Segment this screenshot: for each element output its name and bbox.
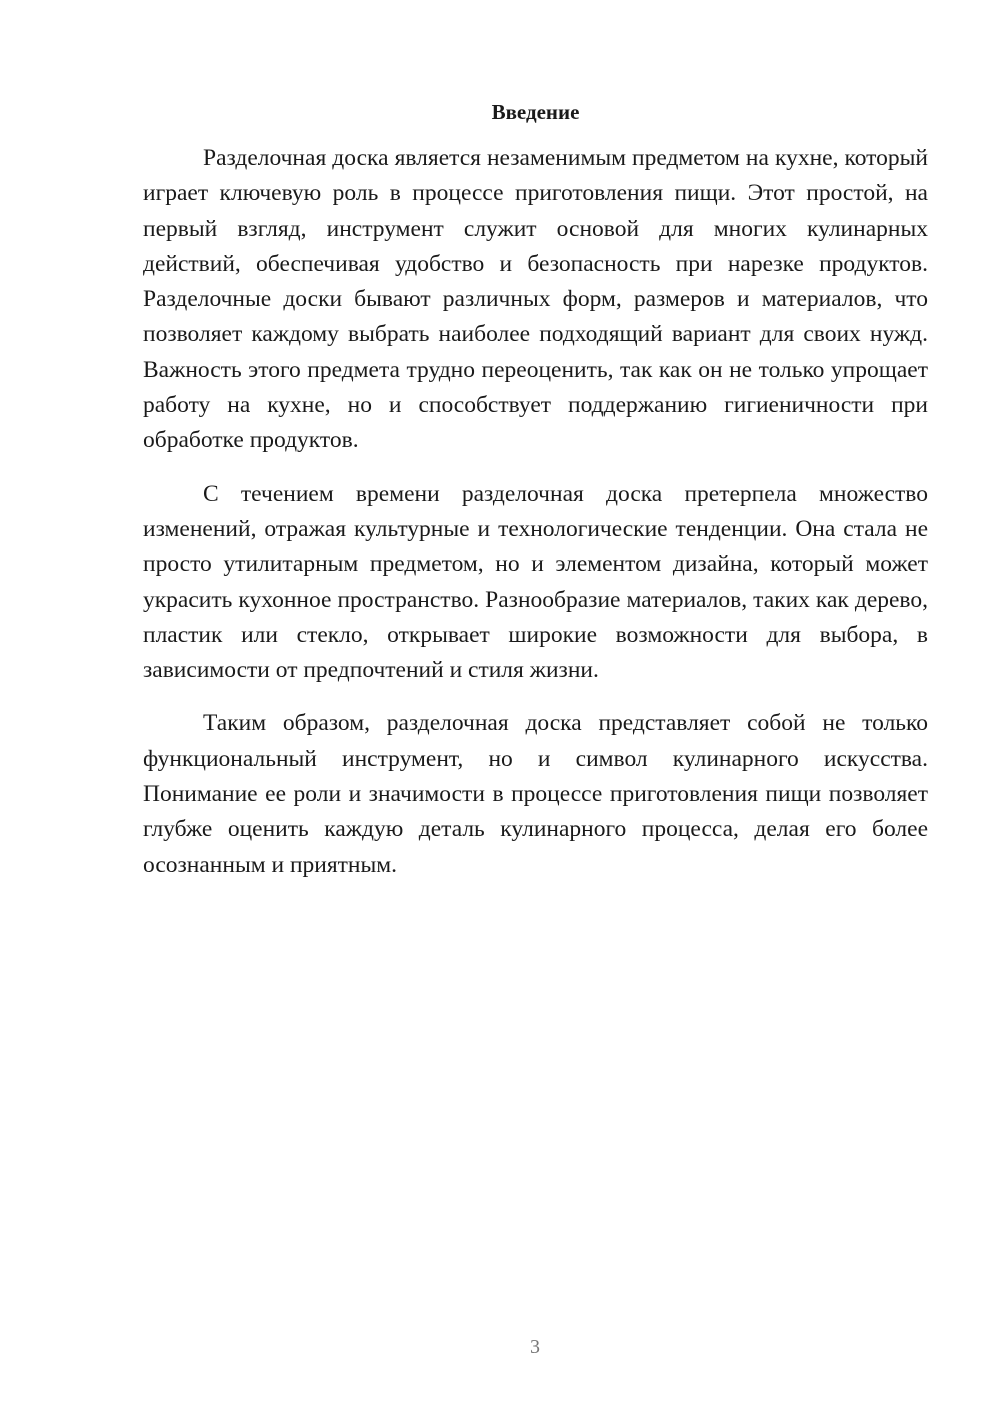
paragraph-1: Разделочная доска является незаменимым предметом на кухне, который играет ключевую роль в процессе приготовления пищи. Этот простой, на первый взгляд, инструмент служит основой для многих кулинарных действий, обеспечивая удобство и безопасность при нарезке продуктов. Разделочные доски бывают различных форм, размеров и материалов, что позволяет каждому выбрать наиболее подходящий вариант для своих нужд. Важность этого предмета трудно переоценить, так как он не только упрощает работу на кухне, но и способствует поддержанию гигиеничности при обработке продуктов. [143,145,928,454]
document-body [143,141,928,901]
paragraph-2: С течением времени разделочная доска претерпела множество изменений, отражая культурные и технологические тенденции. Она стала не просто утилитарным предметом, но и элементом дизайна, который может украсить кухонное пространство. Разнообразие материалов, таких как дерево, пластик или стекло, открывает широкие возможности для выбора, в зависимости от предпочтений и стиля жизни. [143,480,928,684]
paragraph-3: Таким образом, разделочная доска представляет собой не только функциональный инструмент, но и символ кулинарного искусства. Понимание ее роли и значимости в процессе приготовления пищи позволяет глубже оценить каждую деталь кулинарного процесса, делая его более осознанным и приятным. [143,710,928,878]
page-number: 3 [530,1336,540,1358]
page-title: Введение [491,100,580,124]
